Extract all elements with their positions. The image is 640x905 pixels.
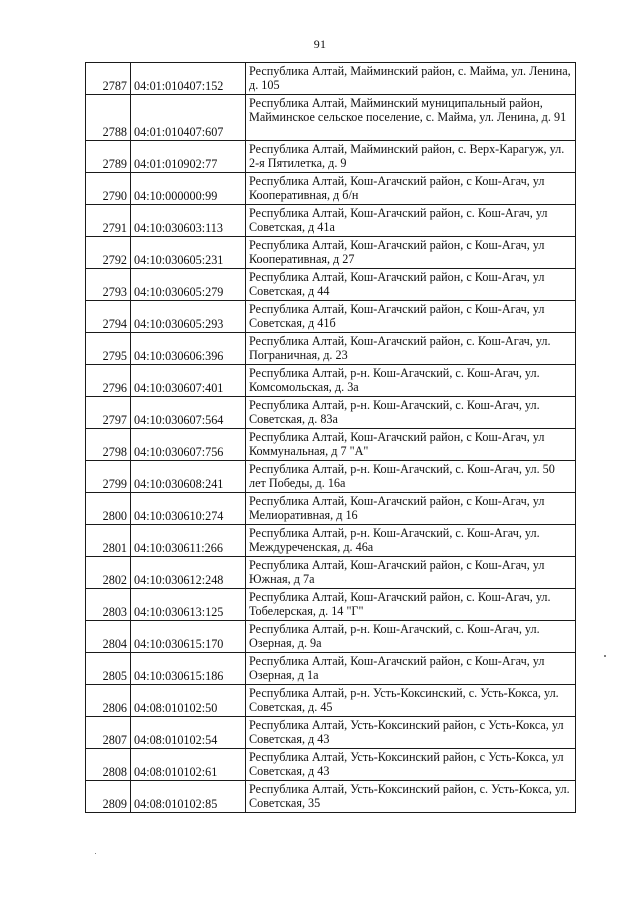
table-row [86,429,576,461]
row-number-cell: 2788 [86,95,131,141]
row-number-cell: 2796 [86,365,131,397]
table-row [86,269,576,301]
scan-speck [604,655,606,657]
address-cell: Республика Алтай, Кош-Агачский район, с Кош-Агач, ул Кооперативная, д б/н [246,173,576,205]
row-number-cell: 2787 [86,63,131,95]
cadastral-number-cell: 04:01:010407:607 [131,95,246,141]
row-number-cell: 2805 [86,653,131,685]
cadastral-number-cell: 04:08:010102:61 [131,749,246,781]
table-row [86,717,576,749]
cadastral-number-cell: 04:10:030612:248 [131,557,246,589]
cadastral-number-cell: 04:10:030607:564 [131,397,246,429]
row-number-cell: 2795 [86,333,131,365]
page-number: 91 [313,37,327,51]
address-cell: Республика Алтай, Кош-Агачский район, с Кош-Агач, ул Кооперативная, д 27 [246,237,576,269]
row-number-cell: 2802 [86,557,131,589]
table-row [86,557,576,589]
row-number-cell: 2808 [86,749,131,781]
address-cell: Республика Алтай, Кош-Агачский район, с Кош-Агач, ул Южная, д 7а [246,557,576,589]
address-cell: Республика Алтай, Кош-Агачский район, с Кош-Агач, ул Советская, д 41б [246,301,576,333]
address-cell: Республика Алтай, Кош-Агачский район, с Кош-Агач, ул Советская, д 44 [246,269,576,301]
address-cell: Республика Алтай, Кош-Агачский район, с. Кош-Агач, ул Советская, д 41а [246,205,576,237]
table-row [86,781,576,813]
table-row [86,685,576,717]
address-cell: Республика Алтай, Майминский муниципальный район, Майминское сельское поселение, с. Майма, ул. Ленина, д. 91 [246,95,576,141]
row-number-cell: 2790 [86,173,131,205]
table-row [86,493,576,525]
table-row [86,205,576,237]
address-cell: Республика Алтай, р-н. Кош-Агачский, с. Кош-Агач, ул. Озерная, д. 9а [246,621,576,653]
table-row [86,333,576,365]
table-row [86,141,576,173]
table-row [86,461,576,493]
row-number-cell: 2800 [86,493,131,525]
cadastral-number-cell: 04:10:030608:241 [131,461,246,493]
table-row [86,653,576,685]
cadastral-number-cell: 04:10:030607:401 [131,365,246,397]
address-cell: Республика Алтай, Майминский район, с. Майма, ул. Ленина, д. 105 [246,63,576,95]
table-row [86,621,576,653]
cadastral-number-cell: 04:10:030610:274 [131,493,246,525]
cadastral-number-cell: 04:10:030603:113 [131,205,246,237]
address-cell: Республика Алтай, Усть-Коксинский район, с Усть-Кокса, ул Советская, д 43 [246,749,576,781]
table-row [86,589,576,621]
cadastral-number-cell: 04:08:010102:54 [131,717,246,749]
row-number-cell: 2794 [86,301,131,333]
address-cell: Республика Алтай, Кош-Агачский район, с Кош-Агач, ул Озерная, д 1а [246,653,576,685]
address-cell: Республика Алтай, Кош-Агачский район, с Кош-Агач, ул Коммунальная, д 7 "А" [246,429,576,461]
table-row [86,397,576,429]
address-cell: Республика Алтай, р-н. Кош-Агачский, с. Кош-Агач, ул. Комсомольская, д. 3а [246,365,576,397]
table-row [86,749,576,781]
cadastral-number-cell: 04:10:030605:293 [131,301,246,333]
cadastral-number-cell: 04:10:030606:396 [131,333,246,365]
address-cell: Республика Алтай, р-н. Кош-Агачский, с. Кош-Агач, ул. Междуреченская, д. 46а [246,525,576,557]
row-number-cell: 2799 [86,461,131,493]
cadastral-number-cell: 04:10:030605:279 [131,269,246,301]
address-cell: Республика Алтай, Майминский район, с. Верх-Карагуж, ул. 2-я Пятилетка, д. 9 [246,141,576,173]
row-number-cell: 2793 [86,269,131,301]
cadastral-number-cell: 04:10:030615:170 [131,621,246,653]
registry-table-body [86,63,576,813]
row-number-cell: 2801 [86,525,131,557]
row-number-cell: 2798 [86,429,131,461]
table-row [86,237,576,269]
cadastral-number-cell: 04:10:030615:186 [131,653,246,685]
cadastral-number-cell: 04:10:030605:231 [131,237,246,269]
cadastral-number-cell: 04:01:010902:77 [131,141,246,173]
cadastral-number-cell: 04:10:030613:125 [131,589,246,621]
address-cell: Республика Алтай, Кош-Агачский район, с. Кош-Агач, ул. Тобелерская, д. 14 "Г" [246,589,576,621]
row-number-cell: 2797 [86,397,131,429]
row-number-cell: 2789 [86,141,131,173]
table-row [86,365,576,397]
table-row [86,63,576,95]
row-number-cell: 2803 [86,589,131,621]
table-row [86,95,576,141]
scan-speck [95,853,96,854]
address-cell: Республика Алтай, Усть-Коксинский район, с Усть-Кокса, ул Советская, д 43 [246,717,576,749]
address-cell: Республика Алтай, р-н. Кош-Агачский, с. Кош-Агач, ул. Советская, д. 83а [246,397,576,429]
property-registry-table [85,62,576,813]
row-number-cell: 2809 [86,781,131,813]
cadastral-number-cell: 04:08:010102:85 [131,781,246,813]
table-row [86,525,576,557]
row-number-cell: 2806 [86,685,131,717]
row-number-cell: 2807 [86,717,131,749]
cadastral-number-cell: 04:10:030611:266 [131,525,246,557]
row-number-cell: 2792 [86,237,131,269]
address-cell: Республика Алтай, Усть-Коксинский район, с. Усть-Кокса, ул. Советская, 35 [246,781,576,813]
cadastral-number-cell: 04:08:010102:50 [131,685,246,717]
row-number-cell: 2791 [86,205,131,237]
cadastral-number-cell: 04:10:030607:756 [131,429,246,461]
table-row [86,301,576,333]
address-cell: Республика Алтай, р-н. Усть-Коксинский, с. Усть-Кокса, ул. Советская, д. 45 [246,685,576,717]
row-number-cell: 2804 [86,621,131,653]
cadastral-number-cell: 04:01:010407:152 [131,63,246,95]
cadastral-number-cell: 04:10:000000:99 [131,173,246,205]
address-cell: Республика Алтай, р-н. Кош-Агачский, с. Кош-Агач, ул. 50 лет Победы, д. 16а [246,461,576,493]
table-row [86,173,576,205]
address-cell: Республика Алтай, Кош-Агачский район, с Кош-Агач, ул Мелиоративная, д 16 [246,493,576,525]
address-cell: Республика Алтай, Кош-Агачский район, с. Кош-Агач, ул. Пограничная, д. 23 [246,333,576,365]
